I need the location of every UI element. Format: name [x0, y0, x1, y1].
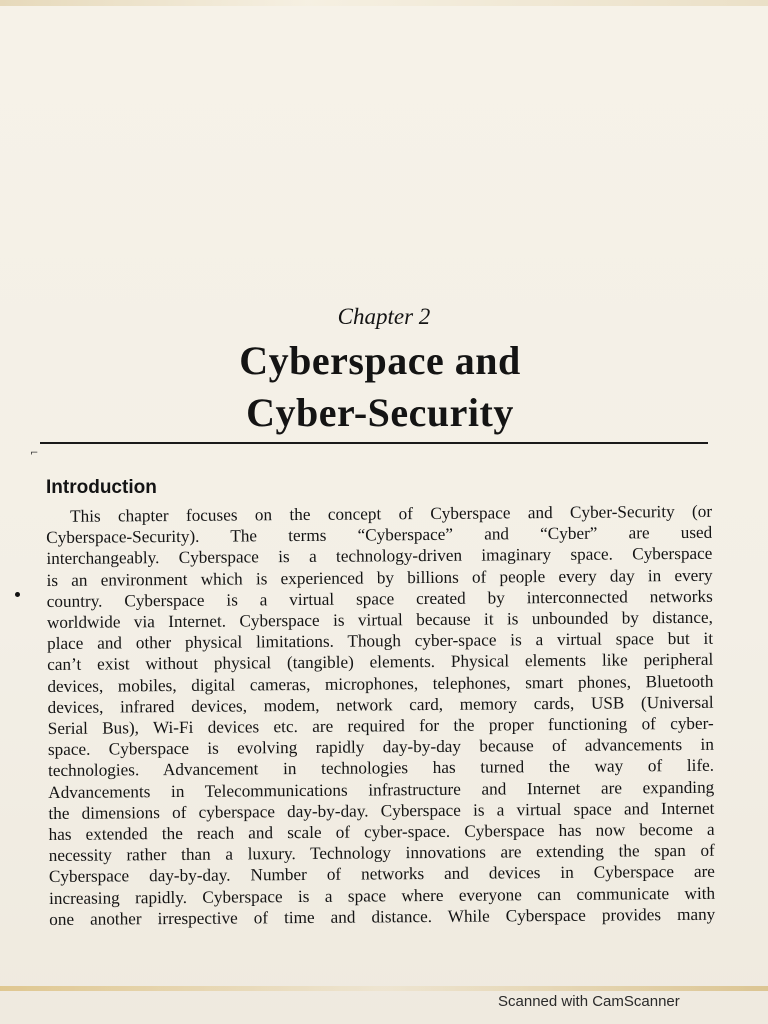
body-paragraph — [46, 501, 715, 930]
paragraph-line: Advancements in Telecommunications infrastructure and Internet are expanding — [48, 777, 715, 802]
paragraph-line: can’t exist without physical (tangible) elements. Physical elements like peripheral — [47, 650, 714, 675]
paragraph-line: worldwide via Internet. Cyberspace is virtual because it is unbounded by distance, — [46, 607, 713, 633]
paragraph-line: one another irrespective of time and distance. While Cyberspace provides many — [49, 904, 716, 929]
page-top-edge — [0, 0, 768, 6]
paragraph-line: country. Cyberspace is a virtual space created by interconnected networks — [46, 586, 713, 611]
chapter-title — [190, 335, 570, 439]
paragraph-line: space. Cyberspace is evolving rapidly day-by-day because of advancements in — [47, 734, 714, 760]
paragraph-line: Cyberspace day-by-day. Number of networks and devices in Cyberspace are — [48, 862, 715, 887]
title-divider — [40, 442, 708, 444]
paragraph-line: Cyberspace-Security). The terms “Cyberspace” and “Cyber” are used — [46, 522, 713, 548]
margin-dot-mark — [15, 592, 20, 597]
paragraph-line: necessity rather than a luxury. Technology innovations are extending the span of — [48, 841, 715, 866]
paragraph-line: devices, infrared devices, modem, network card, memory cards, USB (Universal — [47, 692, 714, 717]
paragraph-line: the dimensions of cyberspace day-by-day. Cyberspace is a virtual space and Internet — [48, 798, 715, 823]
chapter-title-line-1: Cyberspace and — [239, 338, 521, 383]
paragraph-line: This chapter focuses on the concept of Cyberspace and Cyber-Security (or — [70, 501, 713, 526]
paragraph-line: interchangeably. Cyberspace is a technology-driven imaginary space. Cyberspace — [46, 544, 713, 569]
margin-tick-mark: ⌐ — [30, 448, 39, 459]
page-bottom-edge — [0, 986, 768, 991]
scanner-watermark: Scanned with CamScanner — [498, 993, 680, 1010]
paragraph-line: is an environment which is experienced by billions of people every day in every — [46, 565, 713, 590]
chapter-label — [0, 304, 768, 330]
section-heading: Introduction — [46, 477, 157, 498]
chapter-label-text: Chapter 2 — [337, 304, 431, 329]
paragraph-line: place and other physical limitations. Though cyber-space is a virtual space but it — [47, 628, 714, 654]
paragraph-line: Serial Bus), Wi-Fi devices etc. are required for the proper functioning of cyber- — [47, 713, 714, 739]
paragraph-line: has extended the reach and scale of cyber-space. Cyberspace has now become a — [48, 819, 715, 845]
chapter-title-line-2: Cyber-Security — [246, 390, 514, 435]
paragraph-line: devices, mobiles, digital cameras, microphones, telephones, smart phones, Bluetooth — [47, 671, 714, 696]
paragraph-line: technologies. Advancement in technologies has turned the way of life. — [48, 756, 715, 781]
paragraph-line: increasing rapidly. Cyberspace is a space where everyone can communicate with — [49, 883, 716, 908]
